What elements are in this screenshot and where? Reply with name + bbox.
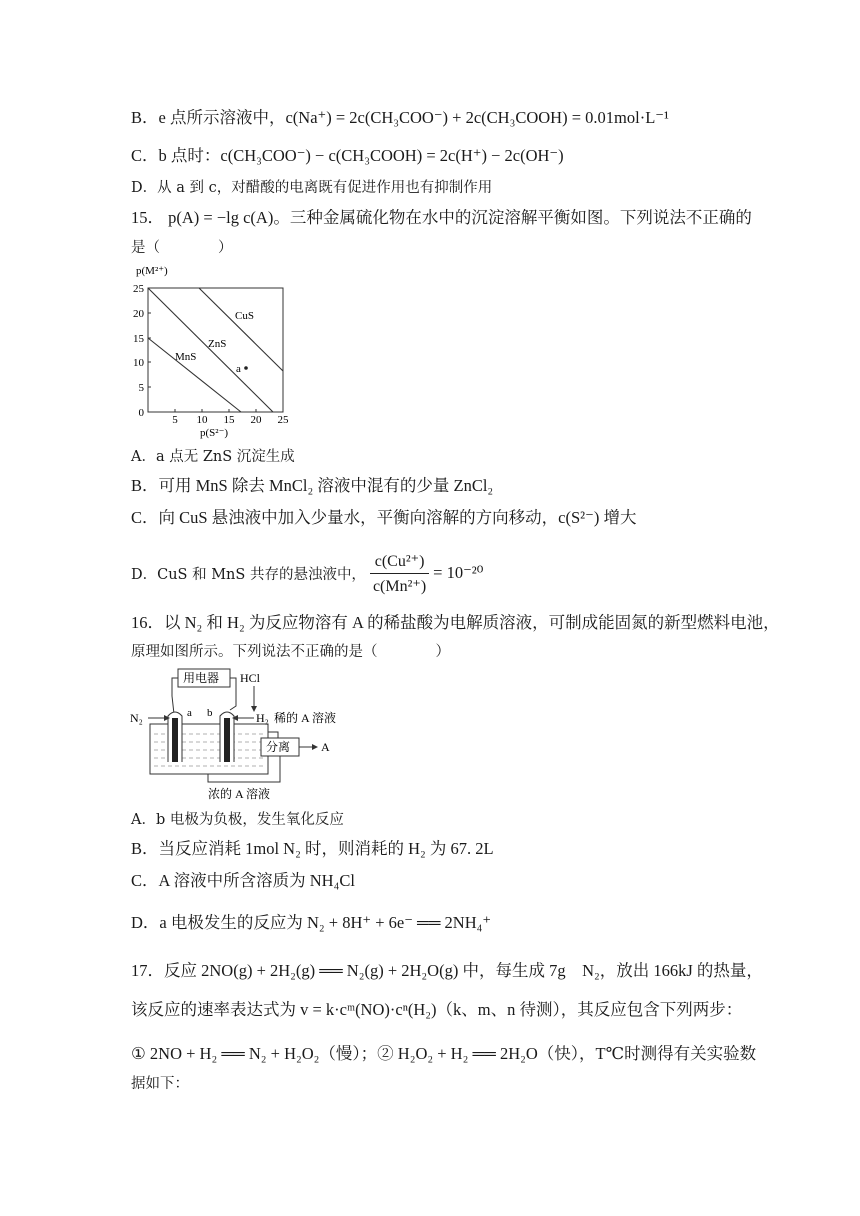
y-tick-25: 25 bbox=[133, 283, 144, 295]
q16-option-a: A．b 电极为负极，发生氧化反应 bbox=[131, 812, 344, 828]
q15-stem-line1: 15． p(A) = −lg c(A)。三种金属硫化物在水中的沉淀溶解平衡如图。下列说法不正确的 bbox=[131, 208, 752, 227]
point-a bbox=[244, 366, 248, 370]
q15-solubility-chart bbox=[128, 262, 298, 442]
n2-label: N₂ bbox=[130, 711, 143, 725]
q16-stem-line2: 原理如图所示。下列说法不正确的是（ ） bbox=[131, 644, 450, 660]
chart-x-label: p(S²⁻) bbox=[200, 427, 229, 439]
y-tick-20: 20 bbox=[133, 308, 144, 320]
curve-cus bbox=[199, 288, 283, 371]
q15-option-d bbox=[131, 545, 483, 601]
y-tick-15: 15 bbox=[133, 333, 144, 345]
curve-zns bbox=[148, 288, 273, 412]
y-tick-5: 5 bbox=[138, 382, 144, 394]
q17-stem-line3: ① 2NO + H₂ ══ N₂ + H₂O₂（慢）；② H₂O₂ + H₂ ══ 2H₂O（快），T℃时测得有关实验数 bbox=[131, 1044, 757, 1063]
device-label: 用电器 bbox=[183, 671, 220, 685]
q17-stem-line4: 据如下： bbox=[131, 1076, 189, 1092]
separator-label: 分离 bbox=[266, 740, 291, 754]
curve-mns bbox=[148, 338, 241, 412]
dilute-solution-label: 稀的 A 溶液 bbox=[274, 711, 337, 725]
q16-stem-line1: 16．以 N₂ 和 H₂ 为反应物溶有 A 的稀盐酸为电解质溶液，可制成能固氮的新型燃料电池， bbox=[131, 613, 780, 632]
q15-option-d-fraction bbox=[370, 551, 429, 596]
chart-y-label: p(M²⁺) bbox=[136, 265, 168, 277]
curve-label-zns: ZnS bbox=[208, 338, 227, 350]
x-tick-10: 10 bbox=[196, 414, 208, 426]
q14-option-d: D．从 a 到 c，对醋酸的电离既有促进作用也有抑制作用 bbox=[131, 180, 493, 196]
q16-option-d: D．a 电极发生的反应为 N₂ + 8H⁺ + 6e⁻ ══ 2NH₄⁺ bbox=[131, 913, 492, 932]
q15-option-c: C．向 CuS 悬浊液中加入少量水，平衡向溶解的方向移动，c(S²⁻) 增大 bbox=[131, 508, 637, 527]
curve-label-mns: MnS bbox=[175, 351, 197, 363]
x-tick-5: 5 bbox=[172, 414, 178, 426]
q17-stem-line1: 17．反应 2NO(g) + 2H₂(g) ══ N₂(g) + 2H₂O(g) 中，每生成 7g N₂，放出 166kJ 的热量， bbox=[131, 961, 763, 980]
x-tick-25: 25 bbox=[277, 414, 289, 426]
concentrated-solution-label: 浓的 A 溶液 bbox=[208, 787, 271, 801]
q17-stem-line2: 该反应的速率表达式为 v = k·cᵐ(NO)·cⁿ(H₂)（k、m、n 待测），其反应包含下列两步： bbox=[131, 1000, 743, 1019]
q15-option-d-prefix: D．CuS 和 MnS 共存的悬浊液中， bbox=[131, 566, 366, 583]
q15-stem-line2: 是（ ） bbox=[131, 240, 233, 256]
q16-option-c: C．A 溶液中所含溶质为 NH₄Cl bbox=[131, 871, 355, 890]
h2-label: H₂ bbox=[256, 711, 269, 725]
product-a-label: A bbox=[321, 740, 330, 754]
hcl-label: HCl bbox=[240, 671, 261, 685]
y-tick-0: 0 bbox=[138, 407, 144, 419]
q15-option-b: B．可用 MnS 除去 MnCl₂ 溶液中混有的少量 ZnCl₂ bbox=[131, 476, 494, 495]
q14-option-c: C．b 点时：c(CH₃COO⁻) − c(CH₃COOH) = 2c(H⁺) − 2c(OH⁻) bbox=[131, 146, 564, 165]
q15-option-d-value: = 10⁻²⁰ bbox=[433, 563, 484, 582]
y-tick-10: 10 bbox=[133, 357, 144, 369]
fraction-numerator: c(Cu²⁺) bbox=[374, 552, 425, 570]
electrode-a-label: a bbox=[187, 707, 192, 719]
electrode-b-label: b bbox=[207, 707, 213, 719]
x-tick-15: 15 bbox=[223, 414, 235, 426]
x-tick-20: 20 bbox=[250, 414, 262, 426]
q14-option-b: B．e 点所示溶液中，c(Na⁺) = 2c(CH₃COO⁻) + 2c(CH₃COOH) = 0.01mol·L⁻¹ bbox=[131, 108, 669, 127]
q15-option-a: A．a 点无 ZnS 沉淀生成 bbox=[131, 449, 295, 465]
fraction-denominator: c(Mn²⁺) bbox=[372, 577, 427, 595]
q16-option-b: B．当反应消耗 1mol N₂ 时，则消耗的 H₂ 为 67. 2L bbox=[131, 839, 494, 858]
curve-label-cus: CuS bbox=[235, 310, 254, 322]
point-label-a: a bbox=[236, 363, 241, 375]
q16-fuel-cell-diagram bbox=[128, 666, 368, 806]
